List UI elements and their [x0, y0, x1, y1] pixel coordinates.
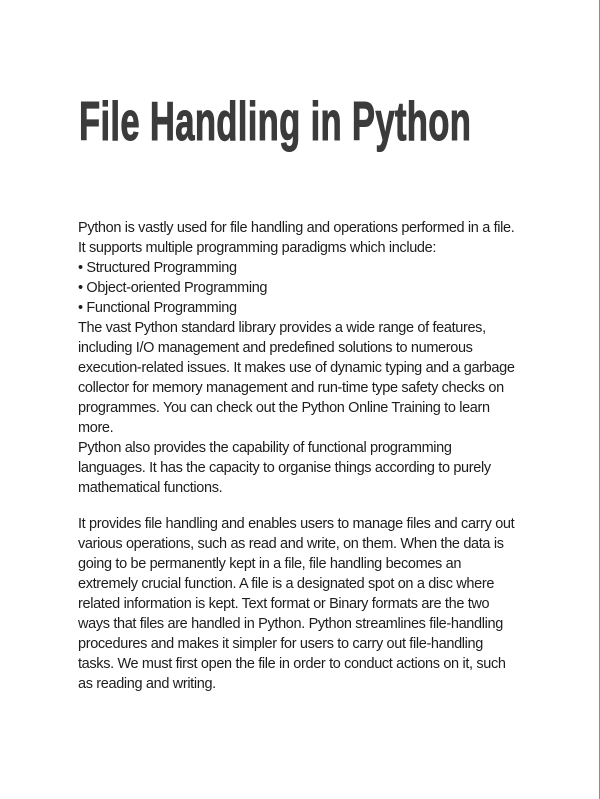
- text-line: as reading and writing.: [78, 676, 216, 692]
- text-line: tasks. We must first open the file in order to conduct actions on it, such: [78, 656, 506, 672]
- text-line: collector for memory management and run-time type safety checks on: [78, 380, 504, 396]
- bullet-line: • Functional Programming: [78, 300, 237, 316]
- text-line: going to be permanently kept in a file, file handling becomes an: [78, 556, 462, 572]
- text-line: various operations, such as read and write, on them. When the data is: [78, 536, 504, 552]
- text-line: including I/O management and predefined solutions to numerous: [78, 340, 473, 356]
- page-title-text: File Handling in Python: [79, 90, 472, 152]
- paragraph-2: [78, 514, 515, 694]
- text-line: related information is kept. Text format or Binary formats are the two: [78, 596, 490, 612]
- article-body: [78, 218, 515, 694]
- text-line: mathematical functions.: [78, 480, 223, 496]
- text-line: languages. It has the capacity to organise things according to purely: [78, 460, 491, 476]
- page-title: [79, 90, 600, 152]
- text-line: extremely crucial function. A file is a designated spot on a disc where: [78, 576, 495, 592]
- text-line: execution-related issues. It makes use of dynamic typing and a garbage: [78, 360, 515, 376]
- bullet-line: • Object-oriented Programming: [78, 280, 268, 296]
- text-line: It provides file handling and enables users to manage files and carry out: [78, 516, 515, 532]
- text-line: The vast Python standard library provides a wide range of features,: [78, 320, 486, 336]
- text-line: Python is vastly used for file handling and operations performed in a file.: [78, 220, 515, 236]
- bullet-line: • Structured Programming: [78, 260, 237, 276]
- text-line: procedures and makes it simpler for users to carry out file-handling: [78, 636, 483, 652]
- text-line: It supports multiple programming paradigms which include:: [78, 240, 437, 256]
- text-line: ways that files are handled in Python. Python streamlines file-handling: [78, 616, 503, 632]
- text-line: more.: [78, 420, 114, 436]
- text-line: Python also provides the capability of functional programming: [78, 440, 452, 456]
- paragraph-1: [78, 218, 515, 498]
- text-line: programmes. You can check out the Python Online Training to learn: [78, 400, 490, 416]
